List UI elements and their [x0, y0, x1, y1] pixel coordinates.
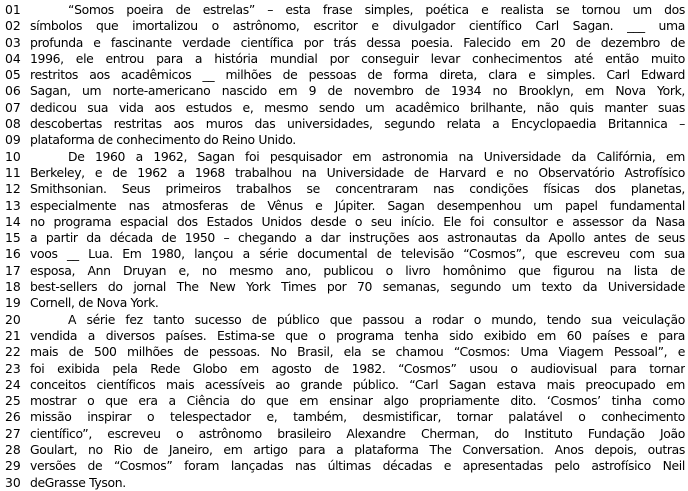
line-number: 05 — [5, 67, 21, 83]
line-number: 11 — [5, 164, 21, 180]
text-line — [0, 279, 688, 295]
line-text: profunda e fascinante verdade científica por trás dessa poesia. Falecido em 20 de dezembro de — [30, 34, 685, 50]
text-line — [0, 263, 688, 279]
line-number: 08 — [5, 116, 21, 132]
line-text: deGrasse Tyson. — [30, 474, 126, 490]
line-number: 30 — [5, 474, 21, 490]
line-text: Smithsonian. Seus primeiros trabalhos se concentraram nas condições físicas dos planetas, — [30, 181, 685, 197]
line-text: “Somos poeira de estrelas” – esta frase simples, poética e realista se tornou um dos — [68, 2, 685, 17]
line-number: 13 — [5, 197, 21, 213]
text-line — [0, 312, 688, 328]
line-number: 16 — [5, 246, 21, 262]
line-text: símbolos que imortalizou o astrônomo, escritor e divulgador científico Carl Sagan. ___ uma — [30, 18, 685, 34]
line-text: voos __ Lua. Em 1980, lançou a série documental de televisão “Cosmos”, que escreveu com sua — [30, 246, 685, 262]
text-line — [0, 230, 688, 246]
line-number: 04 — [5, 50, 21, 66]
line-number: 06 — [5, 83, 21, 99]
line-number: 19 — [5, 295, 21, 311]
line-text: especialmente nas atmosferas de Vênus e Júpiter. Sagan desempenhou um papel fundamental — [30, 197, 685, 213]
text-line — [0, 475, 688, 491]
line-text: versões de “Cosmos” foram lançadas nas últimas décadas e apresentadas pelo astrofísico Neil — [30, 458, 685, 474]
line-text: descobertas restritas aos muros das universidades, segundo relata a Encyclopaedia Britannica – — [30, 116, 685, 132]
text-line — [0, 409, 688, 425]
line-text: foi exibida pela Rede Globo em agosto de 1982. “Cosmos” usou o audiovisual para tornar — [30, 360, 685, 376]
document-text — [0, 2, 688, 491]
text-line — [0, 165, 688, 181]
text-line — [0, 458, 688, 474]
text-line — [0, 181, 688, 197]
line-text: conceitos científicos mais acessíveis ao grande público. “Carl Sagan estava mais preocupado em — [30, 376, 685, 392]
line-text: Cornell, de Nova York. — [30, 295, 159, 311]
line-number: 25 — [5, 393, 21, 409]
text-line — [0, 35, 688, 51]
line-number: 18 — [5, 279, 21, 295]
text-line — [0, 328, 688, 344]
line-number: 09 — [5, 132, 21, 148]
text-line — [0, 214, 688, 230]
line-number: 10 — [5, 148, 21, 164]
text-line — [0, 246, 688, 262]
line-number: 12 — [5, 181, 21, 197]
line-text: científico”, escreveu o astrônomo brasileiro Alexandre Cherman, do Instituto Fundação João — [30, 425, 685, 441]
line-number: 23 — [5, 360, 21, 376]
line-text: a partir da década de 1950 – chegando a dar instruções aos astronautas da Apollo antes de seus — [30, 230, 685, 246]
line-text: De 1960 a 1962, Sagan foi pesquisador em astronomia na Universidade da Califórnia, em — [68, 148, 685, 164]
text-line — [0, 2, 688, 18]
line-text: Berkeley, e de 1962 a 1968 trabalhou na Universidade de Harvard e no Observatório Astrofísico — [30, 164, 685, 180]
line-text: 1996, ele entrou para a história mundial por conseguir levar conhecimentos até então muito — [30, 50, 685, 66]
text-line — [0, 393, 688, 409]
line-text: missão inspirar o telespectador e, também, desmistificar, tornar palatável o conhecimento — [30, 409, 685, 425]
line-text: vendida a diversos países. Estima-se que o programa tenha sido exibido em 60 países e para — [30, 327, 685, 343]
line-number: 20 — [5, 311, 21, 327]
line-text: esposa, Ann Druyan e, no mesmo ano, publicou o livro homônimo que figurou na lista de — [30, 262, 685, 278]
line-number: 21 — [5, 327, 21, 343]
line-text: mais de 500 milhões de pessoas. No Brasil, ela se chamou “Cosmos: Uma Viagem Pessoal”, e — [30, 344, 685, 360]
text-line — [0, 18, 688, 34]
text-line — [0, 442, 688, 458]
text-line — [0, 198, 688, 214]
text-line — [0, 67, 688, 83]
line-number: 24 — [5, 376, 21, 392]
text-line — [0, 51, 688, 67]
line-number: 29 — [5, 458, 21, 474]
text-line — [0, 83, 688, 99]
line-number: 01 — [5, 2, 21, 17]
text-line — [0, 132, 688, 148]
line-text: Sagan, um norte-americano nascido em 9 de novembro de 1934 no Brooklyn, em Nova York, — [30, 83, 685, 99]
line-text: Goulart, no Rio de Janeiro, em artigo para a plataforma The Conversation. Anos depois, outras — [30, 442, 685, 458]
line-text: mostrar o que era a Ciência do que em ensinar algo propriamente dito. ‘Cosmos’ tinha como — [30, 393, 685, 409]
text-line — [0, 295, 688, 311]
line-number: 15 — [5, 230, 21, 246]
line-text: plataforma de conhecimento do Reino Unido. — [30, 132, 296, 148]
line-number: 27 — [5, 425, 21, 441]
line-number: 07 — [5, 99, 21, 115]
line-number: 17 — [5, 262, 21, 278]
text-line — [0, 426, 688, 442]
line-number: 14 — [5, 213, 21, 229]
text-line — [0, 377, 688, 393]
text-line — [0, 344, 688, 360]
line-number: 26 — [5, 409, 21, 425]
line-text: no programa espacial dos Estados Unidos desde o seu início. Ele foi consultor e assessor da Nasa — [30, 213, 685, 229]
text-line — [0, 149, 688, 165]
text-line — [0, 100, 688, 116]
line-number: 28 — [5, 442, 21, 458]
line-number: 22 — [5, 344, 21, 360]
line-number: 02 — [5, 18, 21, 34]
line-text: best-sellers do jornal The New York Times por 70 semanas, segundo um texto da Universidade — [30, 279, 685, 295]
line-text: dedicou sua vida aos estudos e, mesmo sendo um acadêmico brilhante, não quis manter suas — [30, 99, 685, 115]
line-number: 03 — [5, 34, 21, 50]
line-text: A série fez tanto sucesso de público que passou a rodar o mundo, tendo sua veiculação — [68, 311, 685, 327]
text-line — [0, 116, 688, 132]
text-line — [0, 361, 688, 377]
line-text: restritos aos acadêmicos __ milhões de pessoas de forma direta, clara e simples. Carl Edward — [30, 67, 685, 83]
